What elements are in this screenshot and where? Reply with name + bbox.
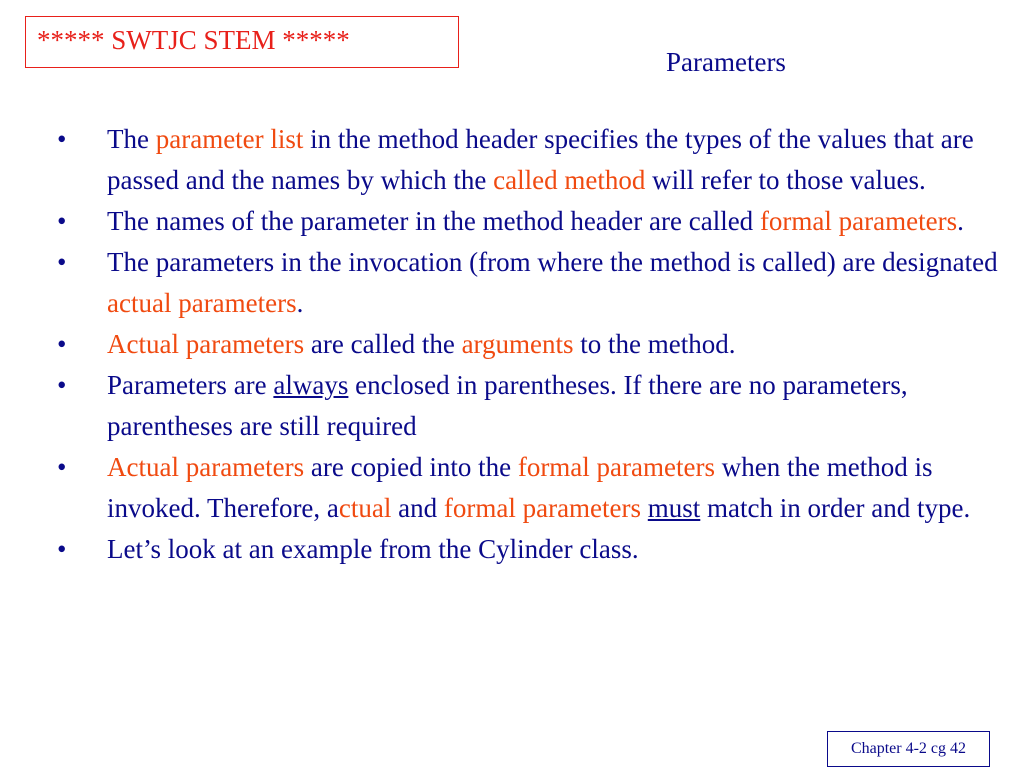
highlighted-term: arguments: [461, 329, 574, 359]
highlighted-term: formal parameters: [759, 206, 958, 236]
bullet-text: .: [957, 206, 964, 236]
bullet-text: when the method is invoked. Therefore, a: [107, 452, 933, 523]
bullet-text: match in order and type.: [700, 493, 971, 523]
bullet-text: and: [391, 493, 444, 523]
highlighted-term: formal parameters: [443, 493, 642, 523]
highlighted-term: ctual: [338, 493, 392, 523]
bullet-text: will refer to those values.: [645, 165, 926, 195]
bullet-text: are called the: [304, 329, 462, 359]
bullet-item: [56, 201, 1016, 242]
bullet-text: enclosed in parentheses. If there are no parameters, parentheses are still required: [107, 370, 908, 441]
highlighted-term: called method: [493, 165, 646, 195]
bullet-text: [641, 493, 648, 523]
bullet-text: .: [296, 288, 304, 318]
bullet-item: [56, 447, 1016, 529]
bullet-marker: •: [57, 329, 67, 359]
bullet-text: Let’s look at an example from the Cylinder class.: [107, 534, 639, 564]
bullet-text: in the method header specifies the types of the values that are passed and the names by which the: [107, 124, 974, 195]
underlined-term: must: [647, 493, 701, 523]
bullet-item: [56, 529, 1016, 570]
highlighted-term: formal parameters: [517, 452, 715, 482]
bullet-marker: •: [57, 452, 67, 482]
header-banner: ***** SWTJC STEM *****: [25, 16, 459, 68]
bullet-item: [56, 324, 1016, 365]
highlighted-term: Actual parameters: [107, 329, 305, 359]
bullet-marker: •: [57, 124, 67, 154]
bullet-text: Parameters are: [107, 370, 274, 400]
bullet-text: The names of the parameter in the method header are called: [107, 206, 760, 236]
bullet-marker: •: [57, 206, 67, 236]
bullet-list: [56, 119, 1016, 570]
bullet-item: [56, 365, 1016, 447]
bullet-marker: •: [57, 370, 67, 400]
bullet-marker: •: [57, 247, 67, 277]
highlighted-term: parameter list: [155, 124, 304, 154]
bullet-text: The: [107, 124, 156, 154]
bullet-text: to the method.: [573, 329, 736, 359]
highlighted-term: actual parameters: [107, 288, 297, 318]
bullet-text: are copied into the: [304, 452, 518, 482]
highlighted-term: Actual parameters: [107, 452, 305, 482]
footer-chapter-label: Chapter 4-2 cg 42: [827, 731, 990, 767]
underlined-term: always: [273, 370, 349, 400]
bullet-item: [56, 119, 1016, 201]
slide-title: Parameters: [666, 47, 786, 77]
bullet-marker: •: [57, 534, 67, 564]
bullet-item: [56, 242, 1016, 324]
bullet-text: The parameters in the invocation (from where the method is called) are designated: [107, 247, 998, 277]
